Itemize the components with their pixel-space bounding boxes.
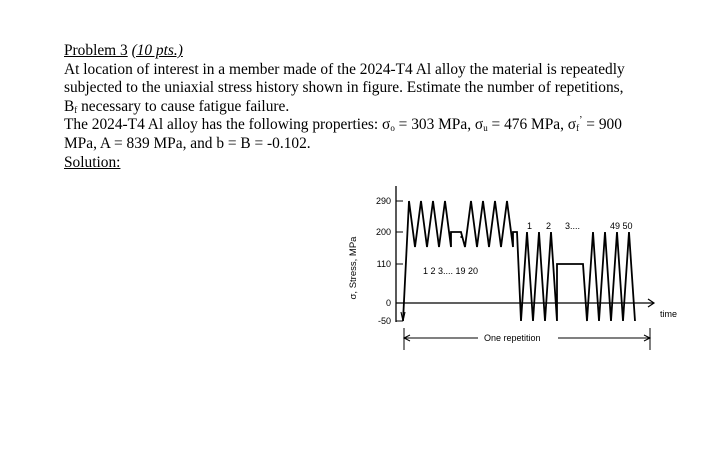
sigma-o-symbol: σ [382, 116, 391, 134]
sigma-u-subscript: u [483, 123, 488, 134]
block2-cycle-label-49-50: 49 50 [610, 221, 633, 231]
block2-cycle-label-3: 3.... [565, 221, 581, 231]
properties-line-2: MPa, A = 839 MPa, and b = B = -0.102. [64, 134, 311, 152]
y-tick-label-200: 200 [375, 227, 391, 237]
block1-cycle-labels: 1 2 3.... 19 20 [423, 266, 479, 276]
problem-text-line-3-rest: necessary to cause fatigue failure. [77, 97, 290, 115]
sigma-u-symbol: σ [474, 116, 484, 134]
problem-text-line-1: At location of interest in a member made of the 2024-T4 Al alloy the material is repeatedly [64, 60, 625, 78]
sigma-f-prime: ’ [579, 115, 583, 127]
bf-subscript: f [74, 104, 78, 115]
y-axis-label: σ, Stress, MPa [348, 236, 359, 300]
time-axis-label: time [660, 309, 678, 319]
y-tick-label-110: 110 [376, 259, 391, 269]
problem-number: Problem 3 [64, 42, 128, 59]
problem-points: (10 pts.) [131, 42, 183, 59]
sigma-f-value: = 900 [582, 116, 622, 134]
sigma-f-subscript: f [576, 123, 580, 134]
y-tick-label-290: 290 [375, 196, 391, 206]
y-tick-label-minus-50: -50 [377, 316, 391, 326]
sigma-o-value: = 303 MPa, [394, 116, 475, 134]
sigma-u-value: = 476 MPa, [487, 116, 568, 134]
block2-cycle-label-2: 2 [546, 221, 552, 231]
sigma-o-subscript: o [390, 123, 395, 134]
solution-label: Solution: [64, 153, 121, 171]
repetition-label: One repetition [484, 333, 541, 343]
block2-cycle-label-1: 1 [527, 221, 533, 231]
properties-intro: The 2024-T4 Al alloy has the following properties: [64, 116, 383, 134]
y-tick-label-0: 0 [385, 298, 391, 308]
problem-text-line-2: subjected to the uniaxial stress history shown in figure. Estimate the number of repetitions, [64, 79, 624, 97]
bf-symbol: B [64, 97, 75, 115]
sigma-f-symbol: σ [567, 116, 577, 134]
